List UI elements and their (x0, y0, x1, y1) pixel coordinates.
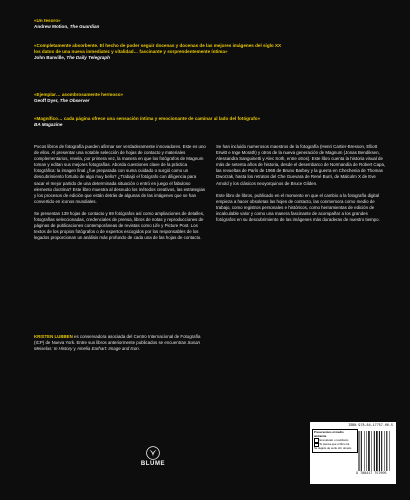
right-body-column (216, 144, 388, 229)
body-paragraph: Pocos libros de fotografía pueden afirmar ser verdaderamente innovadores. Este es uno de ellos. Al presentar una notable selección de hojas de contacto y materiales complementarios, revela, por primera vez, la manera en que los fotógrafos de Magnum toman y editan sus mejores fotografías. Aborda cuestiones clave de la práctica fotográfica: la imagen final ¿fue preparada con suma cuidado o surgió como un descubrimiento fortuito de algo muy bello? ¿Trabajó el fotógrafo con diligencia para sacar el mejor partido de una determinada situación o entró en juego el fabuloso elemento doctrina? Este libro muestra al desnudo los métodos creativos, las estrategias y los procesos de edición que están detrás de algunas de las imágenes que se han convertido en iconos mundiales. (34, 144, 206, 204)
author-name: KRISTEN LUBBEN (34, 334, 73, 339)
author-bio: KRISTEN LUBBEN es conservadora asociada del Centro Internacional de Fotografía (ICP) de Nueva York. Entre sus libros anteriormente publicados se encuentran Susan Meiselas: In History y Amelia Earhart: Image and Icon. (34, 334, 201, 352)
blume-leaf-icon (146, 446, 160, 460)
publisher-logo (131, 446, 175, 467)
quote-text: «Completamente absorbente. El hecho de poder seguir docenas y docenas de las mejores imágenes del siglo XX los datos de una nueva inmediatez y vitalidad… fascinante y sorprendentemente íntima» (34, 43, 282, 55)
barcode-digits: 9 788417 757005 (356, 472, 387, 476)
quote-source: BA Magazine (34, 122, 63, 128)
book-title: Susan Meiselas: In History (34, 340, 200, 352)
barcode-icon (358, 431, 393, 471)
body-paragraph: Se han incluido numerosos maestros de la fotografía (Henri Cartier-Bresson, Elliott Erwitt e Inge Morath) y otros de la nueva generación de Magnum (Jonas Bendiksen, Alessandra Sanguinetti y Alec Soth, entre otros). Este libro cuenta la historia visual de más de setenta años de historia, desde el desembarco de Normandía de Robert Capa, las revueltas de París de 1968 de Bruno Barbey y la guerra en Chechenia de Thomas Dworzak, hasta los retratos del Che Guevara de René Burri, de Malcolm X de Eve Arnold y los clásicos neoyorquinos de Bruce Gilden. (216, 144, 386, 186)
quote-source: Geoff Dyer, The Observer (34, 98, 90, 104)
body-paragraph: Se presentan 139 hojas de contacto y 69 fotógrafos así como ampliaciones de detalles, fotografías seleccionadas, credenciales de prensa, libros de notas y reproducciones de páginas de publicaciones contemporáneas de revistas como Life y Picture Post. Los textos de los propios fotógrafos o de expertos escogidos por los responsables de los legados proporcionan un análisis más profundo de cada una de las hojas de contacto. (34, 210, 205, 241)
press-quote-4 (34, 116, 284, 128)
body-paragraph: Este libro de libros, publicado en el momento en que el cambio a la fotografía digital empieza a hacer obsoletas las hojes de contacto, las conmemora como medio de trabajo, como registros personales e históricos, como herramientas de edición de incalculable valor y como una manera fascinante de acompañar a los grandes fotógrafos en su descubrimiento de las imágenes más duraderas de nuestro tiempo. (216, 192, 380, 223)
quote-text: «Magnífico… cada página ofrece una sensación íntima y emocionante de caminar al lado del fotógrafo» (34, 116, 261, 121)
press-quote-2 (34, 43, 284, 62)
publisher-name: BLUME (140, 461, 166, 467)
quote-text: «Un tesoro» (34, 18, 61, 23)
quote-text: «Ejemplar… asombrosamente hermoso» (34, 92, 124, 97)
press-quote-1 (34, 18, 284, 30)
quote-source: Andrew Motion, The Guardian (34, 24, 100, 30)
quote-source: John Banville, The Daily Telegraph (34, 55, 110, 61)
environment-notice: Preservemos el medio ambiente Envuélvalo o reutilícelo Si piensa que el libro ha ha dejado de serle útil, donelo (312, 429, 358, 453)
book-title: Amelia Earhart: Image and Icon (76, 346, 139, 352)
notice-title: Preservemos el medio ambiente (314, 430, 344, 438)
left-body-column (34, 144, 206, 247)
barcode-panel (310, 422, 396, 484)
press-quote-3 (34, 92, 284, 104)
isbn-label: ISBN 978-84-17757-00-5 (348, 424, 393, 428)
